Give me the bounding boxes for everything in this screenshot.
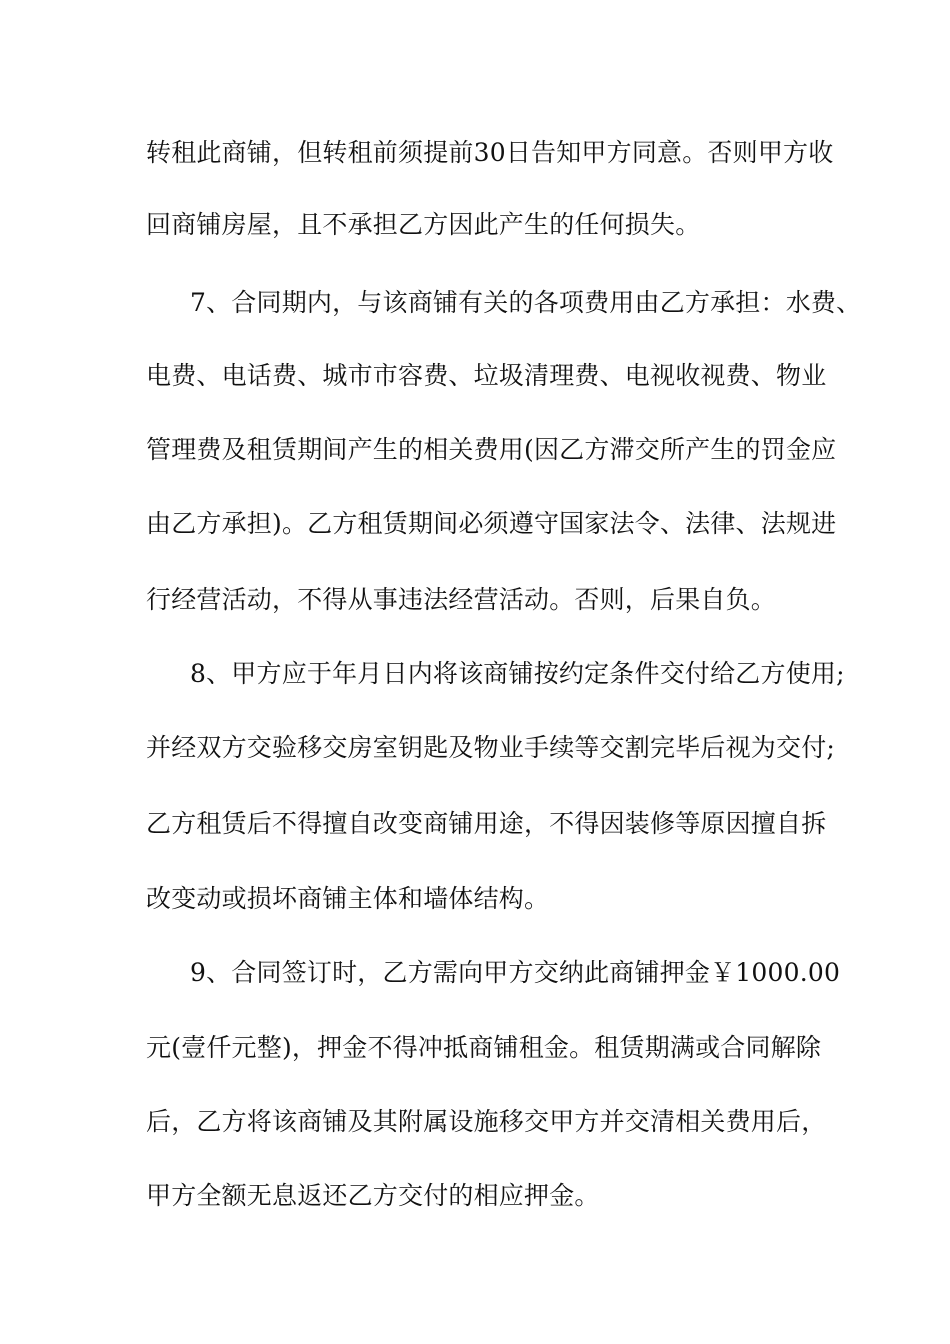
text-line bbox=[0, 879, 950, 919]
text-line bbox=[0, 804, 950, 844]
text-line-content: 元(壹仟元整)，押金不得冲抵商铺租金。租赁期满或合同解除 bbox=[146, 1033, 822, 1062]
text-line bbox=[0, 1102, 950, 1142]
text-line bbox=[0, 580, 950, 620]
text-line bbox=[0, 430, 950, 470]
text-line bbox=[0, 133, 950, 173]
text-line bbox=[0, 356, 950, 396]
text-line-content: 并经双方交验移交房室钥匙及物业手续等交割完毕后视为交付; bbox=[146, 733, 836, 762]
text-line-content: 由乙方承担)。乙方租赁期间必须遵守国家法令、法律、法规进 bbox=[146, 509, 837, 538]
text-line-content: 回商铺房屋，且不承担乙方因此产生的任何损失。 bbox=[146, 210, 701, 239]
text-line-content: 乙方租赁后不得擅自改变商铺用途，不得因装修等原因擅自拆 bbox=[146, 809, 827, 838]
text-line bbox=[0, 283, 950, 323]
text-line bbox=[0, 1176, 950, 1216]
text-line-content: 电费、电话费、城市市容费、垃圾清理费、电视收视费、物业 bbox=[146, 361, 827, 390]
text-line-content: 7、合同期内，与该商铺有关的各项费用由乙方承担：水费、 bbox=[190, 288, 862, 317]
text-line bbox=[0, 953, 950, 993]
text-line bbox=[0, 205, 950, 245]
text-line-content: 行经营活动，不得从事违法经营活动。否则，后果自负。 bbox=[146, 585, 777, 614]
text-line bbox=[0, 504, 950, 544]
text-line bbox=[0, 728, 950, 768]
text-line-content: 9、合同签订时，乙方需向甲方交纳此商铺押金￥1000.00 bbox=[190, 958, 841, 987]
text-line-content: 甲方全额无息返还乙方交付的相应押金。 bbox=[146, 1181, 600, 1210]
text-line-content: 改变动或损坏商铺主体和墙体结构。 bbox=[146, 884, 550, 913]
text-line-content: 管理费及租赁期间产生的相关费用(因乙方滞交所产生的罚金应 bbox=[146, 435, 837, 464]
text-line bbox=[0, 1028, 950, 1068]
text-line-content: 转租此商铺，但转租前须提前30日告知甲方同意。否则甲方收 bbox=[146, 138, 834, 167]
text-line-content: 8、甲方应于年月日内将该商铺按约定条件交付给乙方使用; bbox=[190, 659, 845, 688]
text-line-content: 后，乙方将该商铺及其附属设施移交甲方并交清相关费用后， bbox=[146, 1107, 827, 1136]
text-line bbox=[0, 654, 950, 694]
